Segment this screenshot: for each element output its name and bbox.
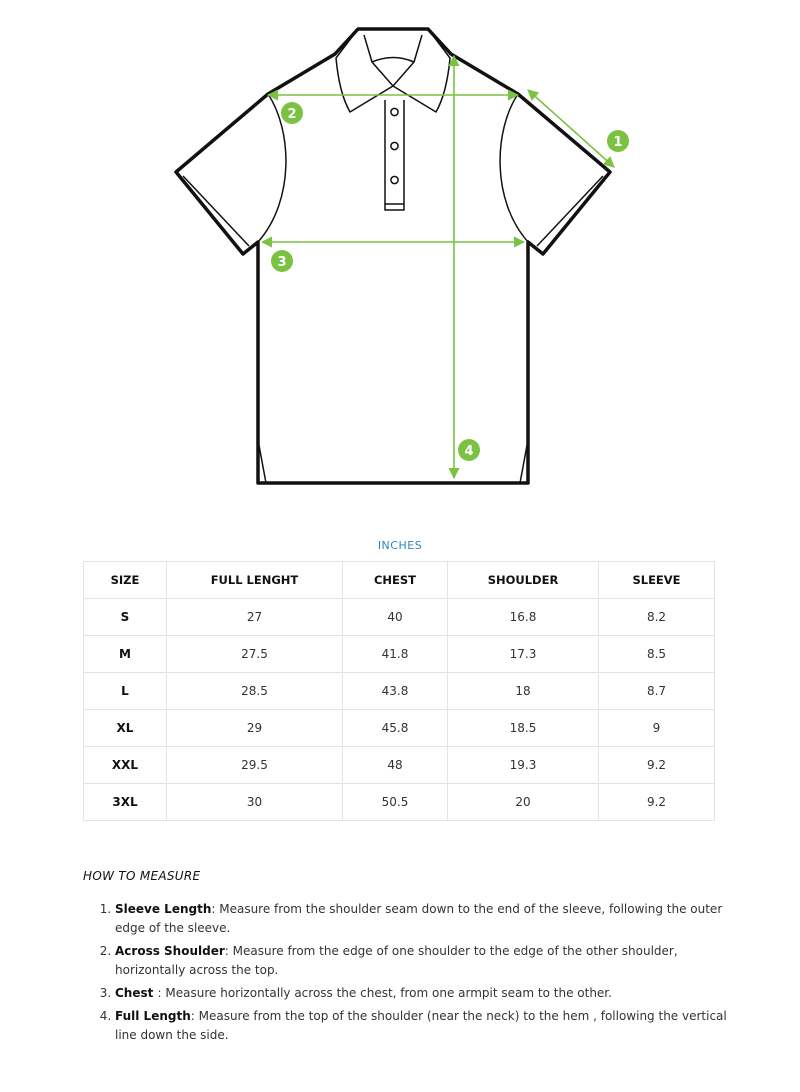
badge-1-label: 1 [613, 135, 623, 150]
size-cell: S [84, 599, 167, 636]
item-term: Sleeve Length [115, 902, 212, 916]
full-length-cell: 29.5 [167, 747, 343, 784]
size-cell: XL [84, 710, 167, 747]
badge-1 [607, 130, 629, 152]
full-length-cell: 28.5 [167, 673, 343, 710]
size-chart-table [83, 561, 715, 821]
shoulder-cell: 17.3 [448, 636, 599, 673]
chest-cell: 41.8 [343, 636, 448, 673]
badge-4 [458, 439, 480, 461]
badge-2-label: 2 [287, 107, 297, 122]
full-length-cell: 30 [167, 784, 343, 821]
measurement-arrows [262, 56, 614, 478]
polo-shirt-diagram [0, 0, 800, 500]
full-length-cell: 27 [167, 599, 343, 636]
item-term: Full Length [115, 1009, 191, 1023]
sleeve-cell: 8.2 [599, 599, 715, 636]
sleeve-cell: 8.5 [599, 636, 715, 673]
list-item [115, 900, 735, 938]
item-text: : Measure from the top of the shoulder (near the neck) to the hem , following the vertical line down the side. [115, 1009, 727, 1042]
unit-label: INCHES [377, 539, 423, 552]
item-term: Chest [115, 986, 158, 1000]
sleeve-cell: 9.2 [599, 784, 715, 821]
list-item [115, 984, 735, 1003]
item-text: : Measure from the edge of one shoulder to the edge of the other shoulder, horizontally across the top. [115, 944, 678, 977]
full-length-cell: 29 [167, 710, 343, 747]
item-term: Across Shoulder [115, 944, 225, 958]
size-cell: M [84, 636, 167, 673]
shoulder-cell: 18.5 [448, 710, 599, 747]
chest-cell: 43.8 [343, 673, 448, 710]
badge-3 [271, 250, 293, 272]
size-cell: XXL [84, 747, 167, 784]
chest-cell: 40 [343, 599, 448, 636]
list-item [115, 1007, 735, 1045]
shoulder-cell: 18 [448, 673, 599, 710]
badge-4-label: 4 [464, 444, 474, 459]
sleeve-cell: 8.7 [599, 673, 715, 710]
shirt-outline [176, 29, 610, 483]
header-size: SIZE [84, 562, 167, 599]
sleeve-cell: 9 [599, 710, 715, 747]
list-item [115, 942, 735, 980]
header-shoulder: SHOULDER [448, 562, 599, 599]
item-text: : Measure horizontally across the chest, from one armpit seam to the other. [157, 986, 612, 1000]
full-length-cell: 27.5 [167, 636, 343, 673]
chest-cell: 45.8 [343, 710, 448, 747]
shoulder-cell: 16.8 [448, 599, 599, 636]
header-full-length: FULL LENGHT [167, 562, 343, 599]
badge-3-label: 3 [277, 255, 287, 270]
chest-cell: 50.5 [343, 784, 448, 821]
shoulder-cell: 19.3 [448, 747, 599, 784]
table-header-row [84, 562, 715, 599]
sleeve-cell: 9.2 [599, 747, 715, 784]
sleeve-arrow [528, 90, 614, 167]
how-to-measure-list [83, 900, 735, 1049]
table-row [84, 599, 715, 636]
size-cell: L [84, 673, 167, 710]
how-to-measure-title: HOW TO MEASURE [83, 869, 201, 883]
badge-2 [281, 102, 303, 124]
table-row [84, 747, 715, 784]
header-sleeve: SLEEVE [599, 562, 715, 599]
table-row [84, 673, 715, 710]
header-chest: CHEST [343, 562, 448, 599]
size-cell: 3XL [84, 784, 167, 821]
item-text: : Measure from the shoulder seam down to the end of the sleeve, following the outer edge of the sleeve. [115, 902, 723, 935]
chest-cell: 48 [343, 747, 448, 784]
table-row [84, 784, 715, 821]
table-row [84, 710, 715, 747]
table-row [84, 636, 715, 673]
shoulder-cell: 20 [448, 784, 599, 821]
